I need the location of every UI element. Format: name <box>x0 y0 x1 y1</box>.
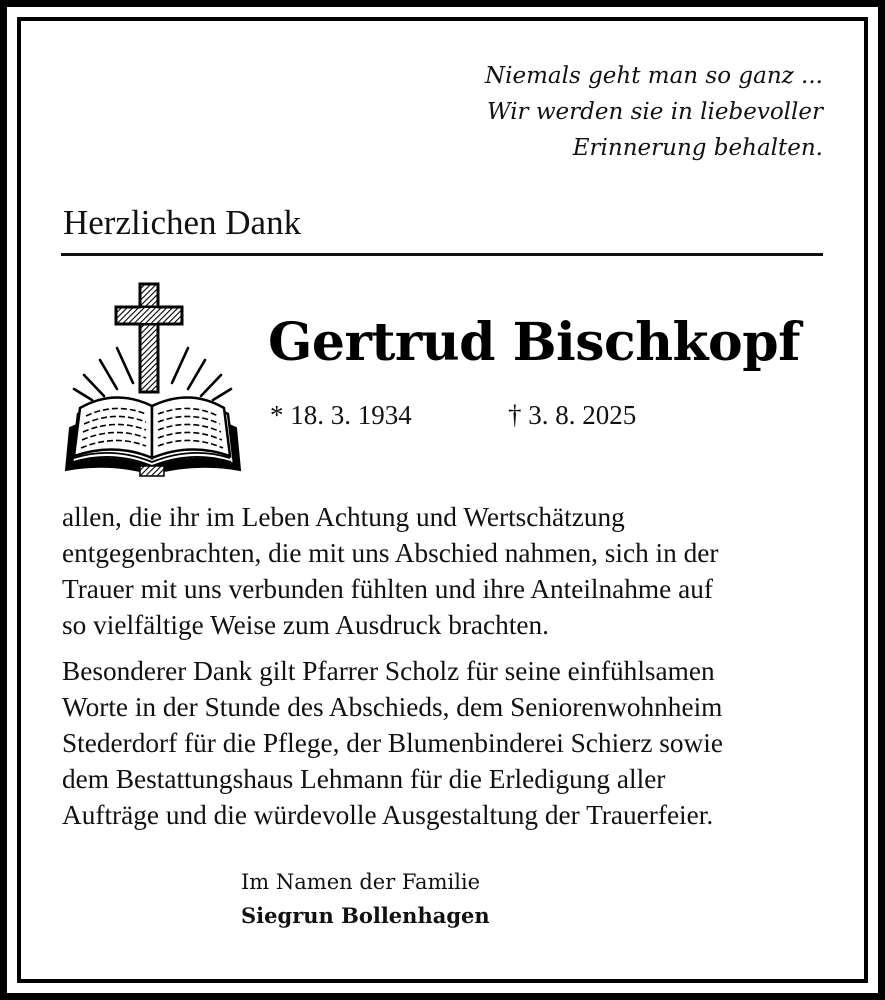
deceased-name: Gertrud Bischkopf <box>268 312 800 373</box>
paragraph-line: Aufträge und die würdevolle Ausgestaltung der Trauerfeier. <box>62 800 714 830</box>
signature-intro: Im Namen der Familie <box>241 870 481 894</box>
page-title: Herzlichen Dank <box>63 203 302 242</box>
paragraph-line: Besonderer Dank gilt Pfarrer Scholz für seine einfühlsamen <box>62 656 715 686</box>
thanks-paragraph-1 <box>62 499 842 643</box>
motto-line: Erinnerung behalten. <box>572 135 823 161</box>
cross-icon <box>116 284 182 392</box>
cross-and-bible-emblem <box>60 278 245 483</box>
paragraph-line: allen, die ihr im Leben Achtung und Wertschätzung <box>62 502 625 532</box>
heading-divider <box>61 253 823 256</box>
birth-date: * 18. 3. 1934 <box>270 400 412 430</box>
paragraph-line: Stederdorf für die Pflege, der Blumenbinderei Schierz sowie <box>62 728 723 758</box>
signer-name: Siegrun Bollenhagen <box>241 903 490 928</box>
thanks-paragraph-2 <box>62 653 842 833</box>
paragraph-line: entgegenbrachten, die mit uns Abschied nahmen, sich in der <box>62 538 719 568</box>
paragraph-line: so vielfältige Weise zum Ausdruck brachten. <box>62 610 549 640</box>
death-date: † 3. 8. 2025 <box>508 400 637 430</box>
paragraph-line: Trauer mit uns verbunden fühlten und ihre Anteilnahme auf <box>62 574 713 604</box>
signature-block <box>241 866 490 932</box>
motto-line: Wir werden sie in liebevoller <box>486 99 823 125</box>
motto <box>403 58 823 166</box>
motto-line: Niemals geht man so ganz ... <box>484 63 823 89</box>
paragraph-line: Worte in der Stunde des Abschieds, dem Seniorenwohnheim <box>62 692 723 722</box>
paragraph-line: dem Bestattungshaus Lehmann für die Erledigung aller <box>62 764 666 794</box>
open-bible-icon <box>66 397 240 476</box>
